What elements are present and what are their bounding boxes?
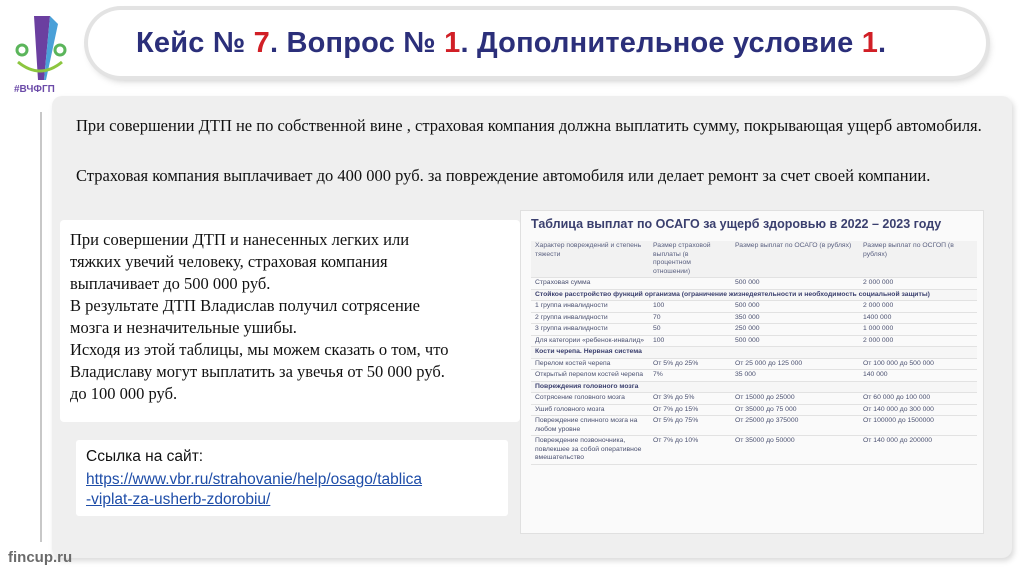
table-cell: 70 xyxy=(649,312,731,324)
table-cell: Сотрясение головного мозга xyxy=(531,393,649,405)
table-cell: 2 000 000 xyxy=(859,335,977,347)
left-divider xyxy=(40,112,42,542)
footer-site: fincup.ru xyxy=(8,549,73,566)
table-cell: От 5% до 75% xyxy=(649,416,731,436)
table-cell: Перелом костей черепа xyxy=(531,358,649,370)
table-header-cell: Размер страховой выплаты (в процентном отношении) xyxy=(649,241,731,278)
source-link[interactable]: https://www.vbr.ru/strahovanie/help/osago/tablica -viplat-za-usherb-zdorobiu/ xyxy=(86,471,423,508)
table-cell: 1400 000 xyxy=(859,312,977,324)
table-section-row xyxy=(531,289,977,301)
paragraph-own-fault: При совершении ДТП не по собственной вине , страховая компания должна выплатить сумму, покрывающая ущерб автомобиля. xyxy=(76,116,982,135)
table-cell: 3 группа инвалидности xyxy=(531,324,649,336)
table-header-row xyxy=(531,241,977,278)
table-cell: Для категории «ребенок-инвалид» xyxy=(531,335,649,347)
table-cell: 500 000 xyxy=(731,335,859,347)
logo-hashtag: #ВЧФГП xyxy=(14,84,55,95)
paragraph-injury-payout: При совершении ДТП и нанесенных легких или тяжких увечий человеку, страховая компания выплачивает до 500 000 руб. В результате ДТП Владислав получил сотрясение мозга и незначительные ушибы. Исходя из этой таблицы, мы можем сказать о том, что Владиславу могут выплатить за увечья от 50 000 руб. до 100 000 руб. xyxy=(70,230,449,403)
table-section-cell: Кости черепа. Нервная система xyxy=(531,347,977,359)
paragraph-car-payout: Страховая компания выплачивает до 400 000 руб. за повреждение автомобиля или делает ремонт за счет своей компании. xyxy=(76,166,931,185)
table-row xyxy=(531,416,977,436)
table-row xyxy=(531,404,977,416)
slide-title: Кейс № 7. Вопрос № 1. Дополнительное условие 1. xyxy=(136,26,887,59)
table-row xyxy=(531,335,977,347)
table-cell: 350 000 xyxy=(731,312,859,324)
table-cell: 35 000 xyxy=(731,370,859,382)
table-cell: От 5% до 25% xyxy=(649,358,731,370)
table-title: Таблица выплат по ОСАГО за ущерб здоровью в 2022 – 2023 году xyxy=(531,217,942,231)
table-cell: 50 xyxy=(649,324,731,336)
table-cell: От 100000 до 1500000 xyxy=(859,416,977,436)
table-cell: 250 000 xyxy=(731,324,859,336)
table-cell: 7% xyxy=(649,370,731,382)
table-row xyxy=(531,393,977,405)
source-link-caption: Ссылка на сайт: xyxy=(86,448,204,465)
table-cell: От 15000 до 25000 xyxy=(731,393,859,405)
table-cell: От 25000 до 375000 xyxy=(731,416,859,436)
table-cell: Открытый перелом костей черепа xyxy=(531,370,649,382)
table-cell: От 100 000 до 500 000 xyxy=(859,358,977,370)
table-row xyxy=(531,358,977,370)
table-cell: 100 xyxy=(649,335,731,347)
table-row xyxy=(531,436,977,465)
table-cell: 2 группа инвалидности xyxy=(531,312,649,324)
table-row xyxy=(531,278,977,290)
table-section-cell: Повреждения головного мозга xyxy=(531,381,977,393)
table-cell: Повреждение позвоночника, повлекшее за собой оперативное вмешательство xyxy=(531,436,649,465)
payout-table-grid xyxy=(531,241,977,465)
table-cell: Повреждение спинного мозга на любом уровне xyxy=(531,416,649,436)
osago-payout-table xyxy=(520,210,984,534)
table-cell xyxy=(649,278,731,290)
table-section-row xyxy=(531,381,977,393)
table-cell: Ушиб головного мозга xyxy=(531,404,649,416)
table-cell: 1 000 000 xyxy=(859,324,977,336)
table-cell: 140 000 xyxy=(859,370,977,382)
table-cell: От 60 000 до 100 000 xyxy=(859,393,977,405)
table-cell: Страховая сумма xyxy=(531,278,649,290)
table-row xyxy=(531,324,977,336)
table-cell: От 7% до 10% xyxy=(649,436,731,465)
table-cell: От 3% до 5% xyxy=(649,393,731,405)
table-cell: 1 группа инвалидности xyxy=(531,301,649,313)
table-cell: 100 xyxy=(649,301,731,313)
table-row xyxy=(531,312,977,324)
table-cell: 500 000 xyxy=(731,301,859,313)
title-bar xyxy=(88,10,986,76)
table-header-cell: Характер повреждений и степень тяжести xyxy=(531,241,649,278)
table-row xyxy=(531,301,977,313)
table-section-cell: Стойкое расстройство функций организма (ограничение жизнедеятельности и необходимость социальной защиты) xyxy=(531,289,977,301)
table-cell: От 35000 до 50000 xyxy=(731,436,859,465)
table-cell: 2 000 000 xyxy=(859,301,977,313)
table-cell: 2 000 000 xyxy=(859,278,977,290)
table-cell: От 140 000 до 300 000 xyxy=(859,404,977,416)
table-header-cell: Размер выплат по ОСАГО (в рублях) xyxy=(731,241,859,278)
table-cell: От 35000 до 75 000 xyxy=(731,404,859,416)
table-row xyxy=(531,370,977,382)
table-cell: 500 000 xyxy=(731,278,859,290)
table-section-row xyxy=(531,347,977,359)
table-cell: От 7% до 15% xyxy=(649,404,731,416)
table-header-cell: Размер выплат по ОСГОП (в рублях) xyxy=(859,241,977,278)
table-cell: От 25 000 до 125 000 xyxy=(731,358,859,370)
table-cell: От 140 000 до 200000 xyxy=(859,436,977,465)
